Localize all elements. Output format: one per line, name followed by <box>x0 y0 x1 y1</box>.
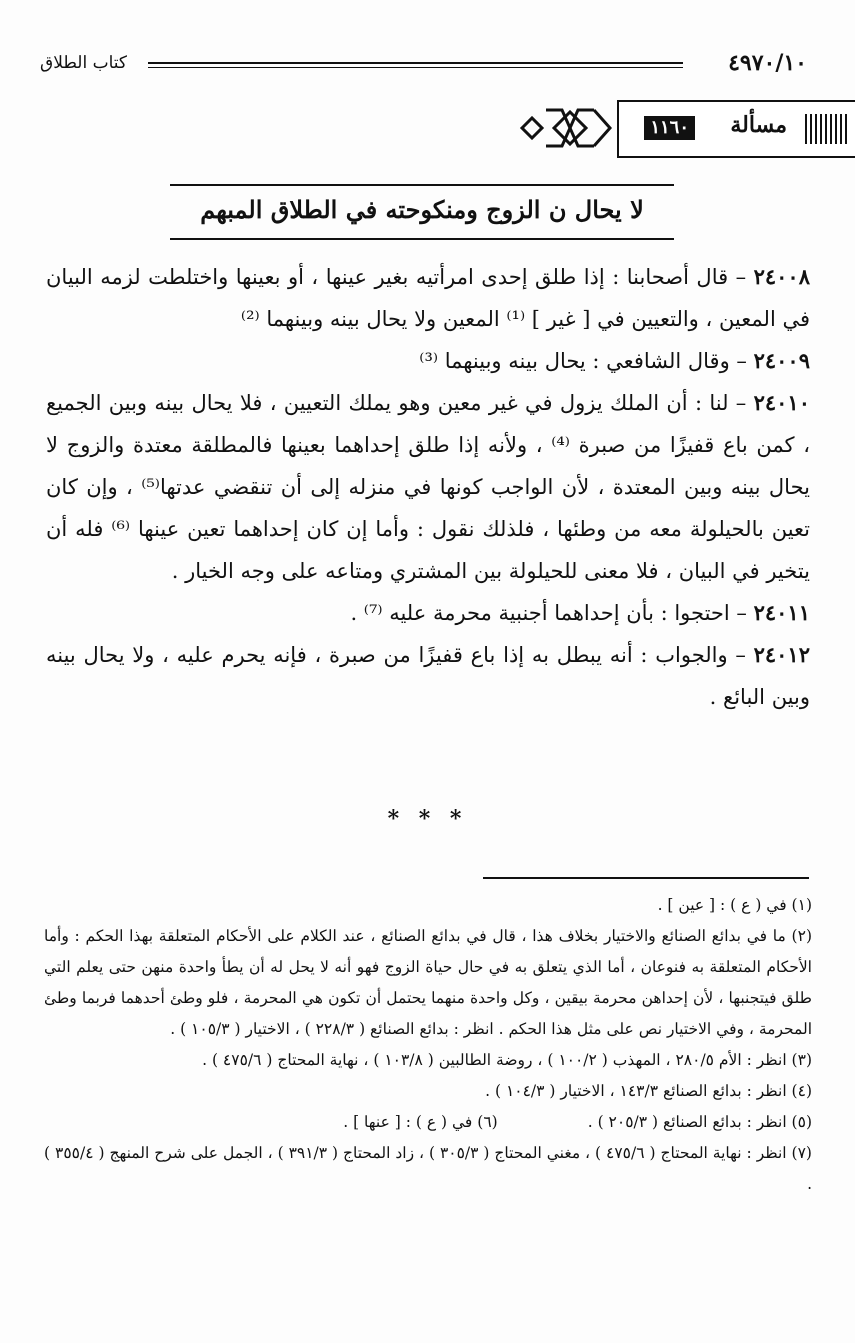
paragraph <box>46 256 810 340</box>
hatch-ornament <box>805 114 849 144</box>
footnote-row <box>44 1107 812 1138</box>
paragraph-text: – قال أصحابنا : إذا طلق إحدى امرأتيه بغير عينها ، أو بعينها واختلطت لزمه البيان في المعين ، والتعيين في [ غير ] ⁽¹⁾ المعين ولا يحال بينه وبينهما ⁽²⁾ <box>46 265 810 331</box>
paragraph <box>46 634 810 718</box>
knot-ornament-icon <box>520 104 618 152</box>
paragraph <box>46 382 810 592</box>
paragraph-number: ٢٤٠٠٩ <box>753 348 810 373</box>
book-title: كتاب الطلاق <box>40 53 127 73</box>
paragraph <box>46 340 810 382</box>
footnote-rule <box>483 877 809 879</box>
main-text <box>46 256 810 718</box>
footnote: (٢) ما في بدائع الصنائع والاختيار بخلاف هذا ، قال في بدائع الصنائع ، عند الكلام على الأحكام المتعلقة بهذا الحكم : وأما الأحكام المتعلقة به فنوعان ، أما الذي يتعلق به في حال حياة الزوج فهو أنه لا يحل له أن يطأ واحدة منهن حتى يعلم التي طلق فيتجنبها ، لأن إحداهن محرمة بيقين ، وكل واحدة منهما يحتمل أن تكون هي المحرمة ، فلو وطئ أحدهما فربما وطئ المحرمة ، وفي الاختيار نص على مثل هذا الحكم . انظر : بدائع الصنائع ( ٢٢٨/٣ ) ، الاختيار ( ١٠٥/٣ ) . <box>44 927 812 1038</box>
paragraph-number: ٢٤٠٠٨ <box>753 264 810 289</box>
masala-label: مسألة <box>730 112 787 138</box>
footnote: (٦) في ( ع ) : [ عنها ] . <box>343 1113 498 1131</box>
paragraph-number: ٢٤٠١٠ <box>753 390 810 415</box>
masala-banner <box>617 100 855 158</box>
paragraph <box>46 592 810 634</box>
issue-title: لا يحال ن الزوج ومنكوحته في الطلاق المبهم <box>200 195 644 224</box>
footnote: (١) في ( ع ) : [ عين ] . <box>657 896 812 914</box>
paragraph-text: – والجواب : أنه يبطل به إذا باع قفيزًا من صبرة ، فإنه يحرم عليه ، ولا يحال بينه وبين البائع . <box>46 643 810 709</box>
paragraph-text: – لنا : أن الملك يزول في غير معين وهو يملك التعيين ، فلا يحال بينه وبين الجميع ، كمن باع قفيزًا من صبرة ⁽⁴⁾ ، ولأنه إذا طلق إحداهما بعينها فالمطلقة معتدة والزوج لا يحال بينه وبين المعتدة ، لأن الواجب كونها في منزله إلى أن تنقضي عدتها⁽⁵⁾ ، وإن كان تعين بالحيلولة معه من وطئها ، فلذلك نقول : وأما إن كان إحداهما تعين عينها ⁽⁶⁾ فله أن يتخير في البيان ، فلا معنى للحيلولة بين المشتري ومتاعه على وجه الخيار . <box>46 391 811 583</box>
paragraph-text: – وقال الشافعي : يحال بينه وبينهما ⁽³⁾ <box>419 349 754 373</box>
footnote: (٤) انظر : بدائع الصنائع ١٤٣/٣ ، الاختيار ( ١٠٤/٣ ) . <box>485 1082 812 1100</box>
page-reference: ٤٩٧٠/١٠ <box>728 50 807 76</box>
footnote: (٥) انظر : بدائع الصنائع ( ٢٠٥/٣ ) . <box>587 1113 812 1131</box>
paragraph-number: ٢٤٠١٢ <box>753 642 810 667</box>
paragraph-text: – احتجوا : بأن إحداهما أجنبية محرمة عليه ⁽⁷⁾ . <box>350 601 754 625</box>
section-separator: * * * <box>387 806 468 832</box>
paragraph-number: ٢٤٠١١ <box>753 600 810 625</box>
issue-title-box <box>170 184 674 240</box>
header-rule <box>148 62 683 68</box>
masala-number: ١١٦٠ <box>644 116 695 140</box>
footnote: (٧) انظر : نهاية المحتاج ( ٤٧٥/٦ ) ، مغني المحتاج ( ٣٠٥/٣ ) ، زاد المحتاج ( ٣٩١/٣ ) ، الجمل على شرح المنهج ( ٣٥٥/٤ ) . <box>44 1144 812 1193</box>
footnote: (٣) انظر : الأم ٢٨٠/٥ ، المهذب ( ١٠٠/٢ ) ، روضة الطالبين ( ١٠٣/٨ ) ، نهاية المحتاج ( ٤٧٥/٦ ) . <box>202 1051 812 1069</box>
footnotes <box>44 890 812 1200</box>
